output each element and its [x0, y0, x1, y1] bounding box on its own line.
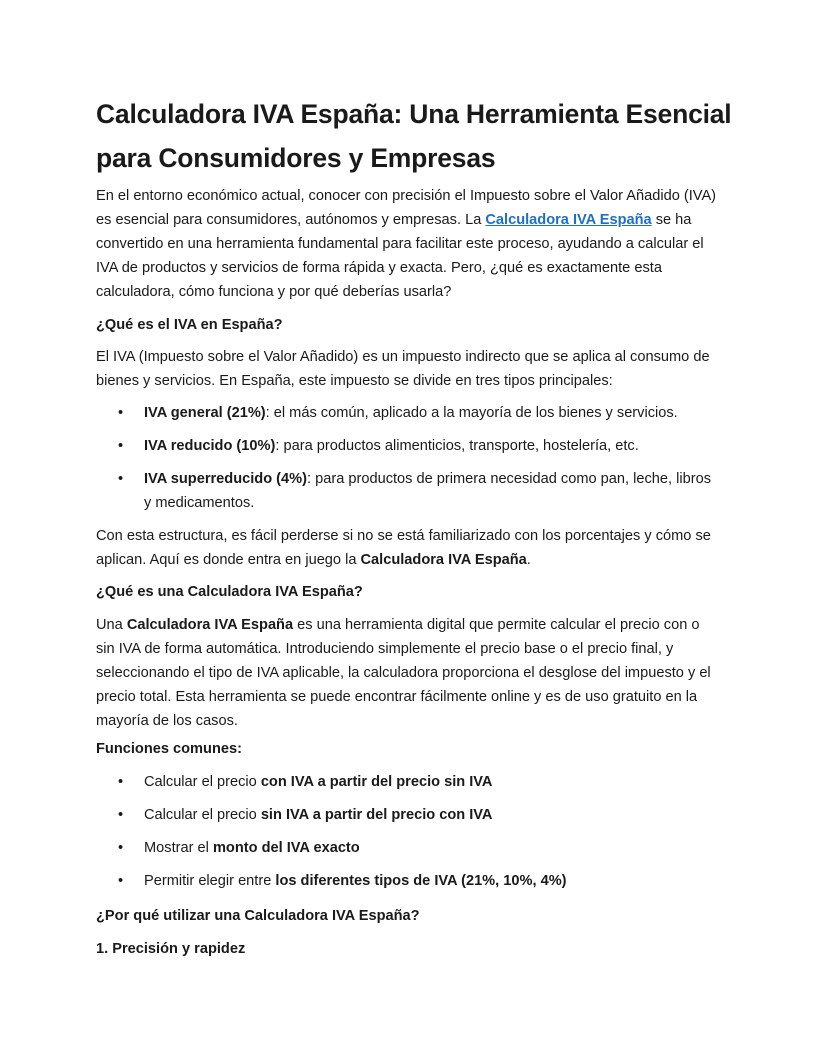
- function-bold-text: los diferentes tipos de IVA (21%, 10%, 4%): [275, 873, 567, 889]
- function-text: Mostrar el: [144, 840, 213, 856]
- calc-text-end: es una herramienta digital que permite calcular el precio con o sin IVA de forma automática. Introduciendo simplemente el precio base o el precio final, y seleccionando el tipo de IVA aplicable, la calculadora proporciona el desglose del impuesto y el precio total. Esta herramienta se puede encontrar fácilmente online y es de uso gratuito en la mayoría de los casos.: [96, 617, 711, 729]
- calculadora-definition-paragraph: [96, 613, 720, 733]
- list-item: [96, 401, 720, 425]
- iva-type-name: IVA reducido (10%): [144, 438, 276, 454]
- section-heading-que-es-calculadora: ¿Qué es una Calculadora IVA España?: [96, 584, 363, 600]
- function-text: Permitir elegir entre: [144, 873, 276, 889]
- function-bold-text: sin IVA a partir del precio con IVA: [260, 807, 493, 823]
- section-heading-por-que: ¿Por qué utilizar una Calculadora IVA España?: [96, 908, 420, 924]
- list-item: [96, 434, 720, 458]
- function-bold-text: con IVA a partir del precio sin IVA: [260, 774, 493, 790]
- iva-closing-paragraph: [96, 524, 720, 572]
- closing-text: Con esta estructura, es fácil perderse si no se está familiarizado con los porcentajes y cómo se aplican. Aquí es donde entra en juego la: [96, 528, 711, 568]
- iva-type-description: : para productos alimenticios, transporte, hostelería, etc.: [275, 438, 639, 454]
- section-heading-funciones: Funciones comunes:: [96, 741, 242, 757]
- iva-types-list: [96, 401, 720, 515]
- page-title: Calculadora IVA España: Una Herramienta Esencial para Consumidores y Empresas: [96, 99, 732, 173]
- function-bold-text: monto del IVA exacto: [212, 840, 360, 856]
- intro-text-end: se ha convertido en una herramienta fundamental para facilitar este proceso, ayudando a calcular el IVA de productos y servicios de forma rápida y exacta. Pero, ¿qué es exactamente esta calculadora, cómo funciona y por qué deberías usarla?: [96, 212, 704, 300]
- closing-bold-text: Calculadora IVA España: [360, 552, 527, 568]
- iva-definition-paragraph: El IVA (Impuesto sobre el Valor Añadido) es un impuesto indirecto que se aplica al consumo de bienes y servicios. En España, este impuesto se divide en tres tipos principales:: [96, 349, 710, 389]
- function-text: Calcular el precio: [144, 807, 261, 823]
- list-item: [96, 467, 720, 515]
- bullet-icon: •: [118, 873, 124, 889]
- list-item: [96, 770, 720, 794]
- iva-type-name: IVA superreducido (4%): [144, 471, 307, 487]
- iva-type-name: IVA general (21%): [144, 405, 266, 421]
- bullet-icon: •: [118, 774, 124, 790]
- bullet-icon: •: [118, 438, 124, 454]
- calc-text-start: Una: [96, 617, 127, 633]
- subheading-precision: 1. Precisión y rapidez: [96, 941, 246, 957]
- list-item: [96, 803, 720, 827]
- list-item: [96, 869, 720, 893]
- iva-type-description: : el más común, aplicado a la mayoría de los bienes y servicios.: [265, 405, 678, 421]
- calculadora-link[interactable]: Calculadora IVA España: [485, 212, 652, 228]
- section-heading-que-es-iva: ¿Qué es el IVA en España?: [96, 317, 283, 333]
- bullet-icon: •: [118, 840, 124, 856]
- intro-paragraph: [96, 184, 720, 304]
- bullet-icon: •: [118, 405, 124, 421]
- list-item: [96, 836, 720, 860]
- iva-type-description: : para productos de primera necesidad como pan, leche, libros y medicamentos.: [144, 471, 711, 511]
- bullet-icon: •: [118, 807, 124, 823]
- closing-period: .: [526, 552, 531, 568]
- functions-list: [96, 770, 720, 893]
- calc-bold-text: Calculadora IVA España: [126, 617, 294, 633]
- bullet-icon: •: [118, 471, 124, 487]
- intro-text-start: En el entorno económico actual, conocer con precisión el Impuesto sobre el Valor Añadido (IVA) es esencial para consumidores, autónomos y empresas. La: [96, 188, 717, 228]
- function-text: Calcular el precio: [144, 774, 261, 790]
